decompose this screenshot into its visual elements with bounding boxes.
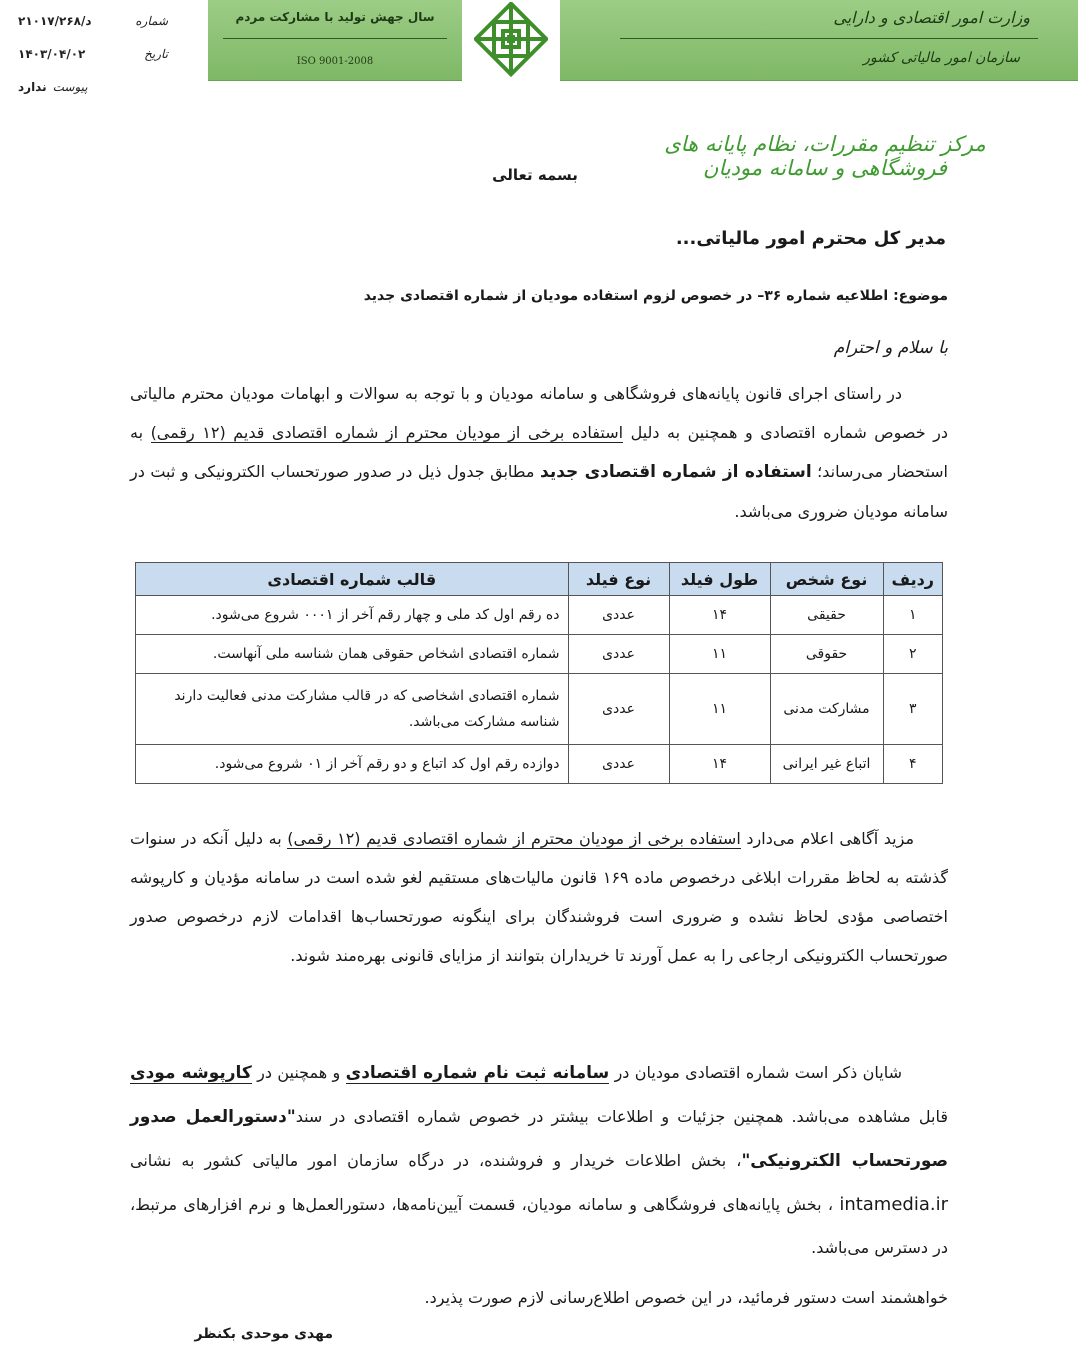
ministry-name: وزارت امور اقتصادی و دارایی	[833, 8, 1030, 27]
system-name: سامانه ثبت نام شماره اقتصادی	[345, 1063, 610, 1083]
organization-name: سازمان امور مالیاتی کشور	[863, 50, 1020, 66]
table-cell: عددی	[568, 596, 669, 635]
table-cell: دوازده رقم اول کد اتباع و دو رقم آخر از ۰۱ شروع می‌شود.	[136, 745, 569, 784]
table-cell: ۱۱	[669, 635, 770, 674]
letter-attachment-row	[18, 70, 168, 103]
letter-number-row	[18, 4, 168, 37]
column-header: نوع شخص	[770, 563, 883, 596]
table-cell: اتباع غیر ایرانی	[770, 745, 883, 784]
slogan-header	[208, 0, 462, 81]
year-slogan: سال جهش تولید با مشارکت مردم	[235, 10, 435, 24]
recipient: مدیر کل محترم امور مالیاتی...	[675, 228, 946, 249]
table-cell: ۱	[883, 596, 942, 635]
column-header: طول فیلد	[669, 563, 770, 596]
table-cell: عددی	[568, 745, 669, 784]
column-header: قالب شماره اقتصادی	[136, 563, 569, 596]
table-row	[136, 635, 943, 674]
table-cell: شماره اقتصادی اشخاص حقوقی همان شناسه ملی آنهاست.	[136, 635, 569, 674]
paragraph-2: مزید آگاهی اعلام می‌دارد استفاده برخی از مودیان محترم از شماره اقتصادی قدیم (۱۲ رقمی) به دلیل آنکه در سنوات گذشته به لحاظ مقررات ابلاغی درخصوص ماده ۱۶۹ قانون مالیات‌های مستقیم لغو شده است در سامانه مؤدیان و کارپوشه اختصاصی مؤدی لحاظ نشده و ضروری است فروشندگان برای اینگونه صورتحساب‌ها اقدامات لازم درخصوص صدور صورتحساب الکترونیکی ارجاعی را به عمل آورند تا خریداران بتوانند از مزایای قانونی بهره‌مند شوند.	[130, 829, 948, 965]
header-divider	[620, 38, 1038, 39]
paragraph-4: خواهشمند است دستور فرمائید، در این خصوص اطلاع‌رسانی لازم صورت پذیرد.	[424, 1288, 948, 1307]
letter-date-label: تاریخ	[144, 46, 168, 61]
letter-number-label: شماره	[135, 13, 168, 28]
table-header-row	[136, 563, 943, 596]
table-cell: ۱۴	[669, 596, 770, 635]
bold-text: استفاده از شماره اقتصادی جدید	[540, 462, 812, 482]
table-cell: ده رقم اول کد ملی و چهار رقم آخر از ۰۰۰۱ شروع می‌شود.	[136, 596, 569, 635]
underlined-text: استفاده برخی از مودیان محترم از شماره اقتصادی قدیم (۱۲ رقمی)	[287, 829, 741, 848]
letter-attachment-label: پیوست	[52, 79, 88, 94]
column-header: ردیف	[883, 563, 942, 596]
table-cell: حقوقی	[770, 635, 883, 674]
table-cell: عددی	[568, 635, 669, 674]
column-header: نوع فیلد	[568, 563, 669, 596]
paragraph-3: شایان ذکر است شماره اقتصادی مودیان در سامانه ثبت نام شماره اقتصادی و همچنین در کارپوشه مودی قابل مشاهده می‌باشد. همچنین جزئیات و اطلاعات بیشتر در خصوص شماره اقتصادی در سند"دستورالعمل صدور صورتحساب الکترونیکی"، بخش اطلاعات خریدار و فروشنده، در درگاه سازمان امور مالیاتی کشور به نشانی intamedia.ir ، بخش پایانه‌های فروشگاهی و سامانه مودیان، قسمت آیین‌نامه‌ها، دستورالعمل‌ها و نرم افزارهای مرتبط، در دسترس می‌باشد.	[130, 1063, 948, 1257]
iso-certificate: ISO 9001-2008	[296, 56, 374, 67]
letter-attachment-value: ندارد	[18, 79, 47, 94]
table-cell: ۴	[883, 745, 942, 784]
underlined-text: استفاده برخی از مودیان محترم از شماره اقتصادی قدیم (۱۲ رقمی)	[150, 423, 624, 442]
center-title: مرکز تنظیم مقررات، نظام پایانه های فروشگاهی و سامانه مودیان	[664, 132, 986, 180]
letter-date-value: ۱۴۰۳/۰۴/۰۲	[18, 46, 86, 61]
table-cell: شماره اقتصادی اشخاصی که در قالب مشارکت مدنی فعالیت دارند شناسه مشارکت می‌باشد.	[136, 674, 569, 745]
subject: موضوع: اطلاعیه شماره ۳۶– در خصوص لزوم استفاده مودیان از شماره اقتصادی جدید	[363, 288, 948, 304]
letter-number-value: ۲۱۰۱۷/۲۶۸/د	[18, 13, 92, 28]
letter-meta	[18, 4, 168, 103]
taxpayer-portal-name: کارپوشه مودی	[130, 1063, 252, 1083]
table-cell: مشارکت مدنی	[770, 674, 883, 745]
header-divider	[223, 38, 447, 39]
table-cell: حقیقی	[770, 596, 883, 635]
economic-number-table	[135, 562, 943, 784]
letter-date-row	[18, 37, 168, 70]
greeting: با سلام و احترام	[833, 338, 948, 358]
document-title: "دستورالعمل صدور صورتحساب الکترونیکی"	[130, 1107, 948, 1171]
table-row	[136, 745, 943, 784]
bismillah: بسمه تعالی	[492, 166, 578, 184]
table-cell: عددی	[568, 674, 669, 745]
table-cell: ۱۴	[669, 745, 770, 784]
table-row	[136, 596, 943, 635]
table-row	[136, 674, 943, 745]
ministry-header	[560, 0, 1078, 81]
table-cell: ۳	[883, 674, 942, 745]
table-cell: ۲	[883, 635, 942, 674]
paragraph-1: در راستای اجرای قانون پایانه‌های فروشگاهی و سامانه مودیان و با توجه به سوالات و ابهامات مودیان محترم مالیاتی در خصوص شماره اقتصادی و همچنین به دلیل استفاده برخی از مودیان محترم از شماره اقتصادی قدیم (۱۲ رقمی) به استحضار می‌رساند؛ استفاده از شماره اقتصادی جدید مطابق جدول ذیل در صدور صورتحساب الکترونیکی و ثبت در سامانه مودیان ضروری می‌باشد.	[130, 384, 948, 521]
table-cell: ۱۱	[669, 674, 770, 745]
signer-name: مهدی موحدی بکنظر	[194, 1326, 333, 1342]
website-link[interactable]: intamedia.ir	[839, 1194, 948, 1215]
tax-organization-logo-icon	[467, 0, 555, 80]
